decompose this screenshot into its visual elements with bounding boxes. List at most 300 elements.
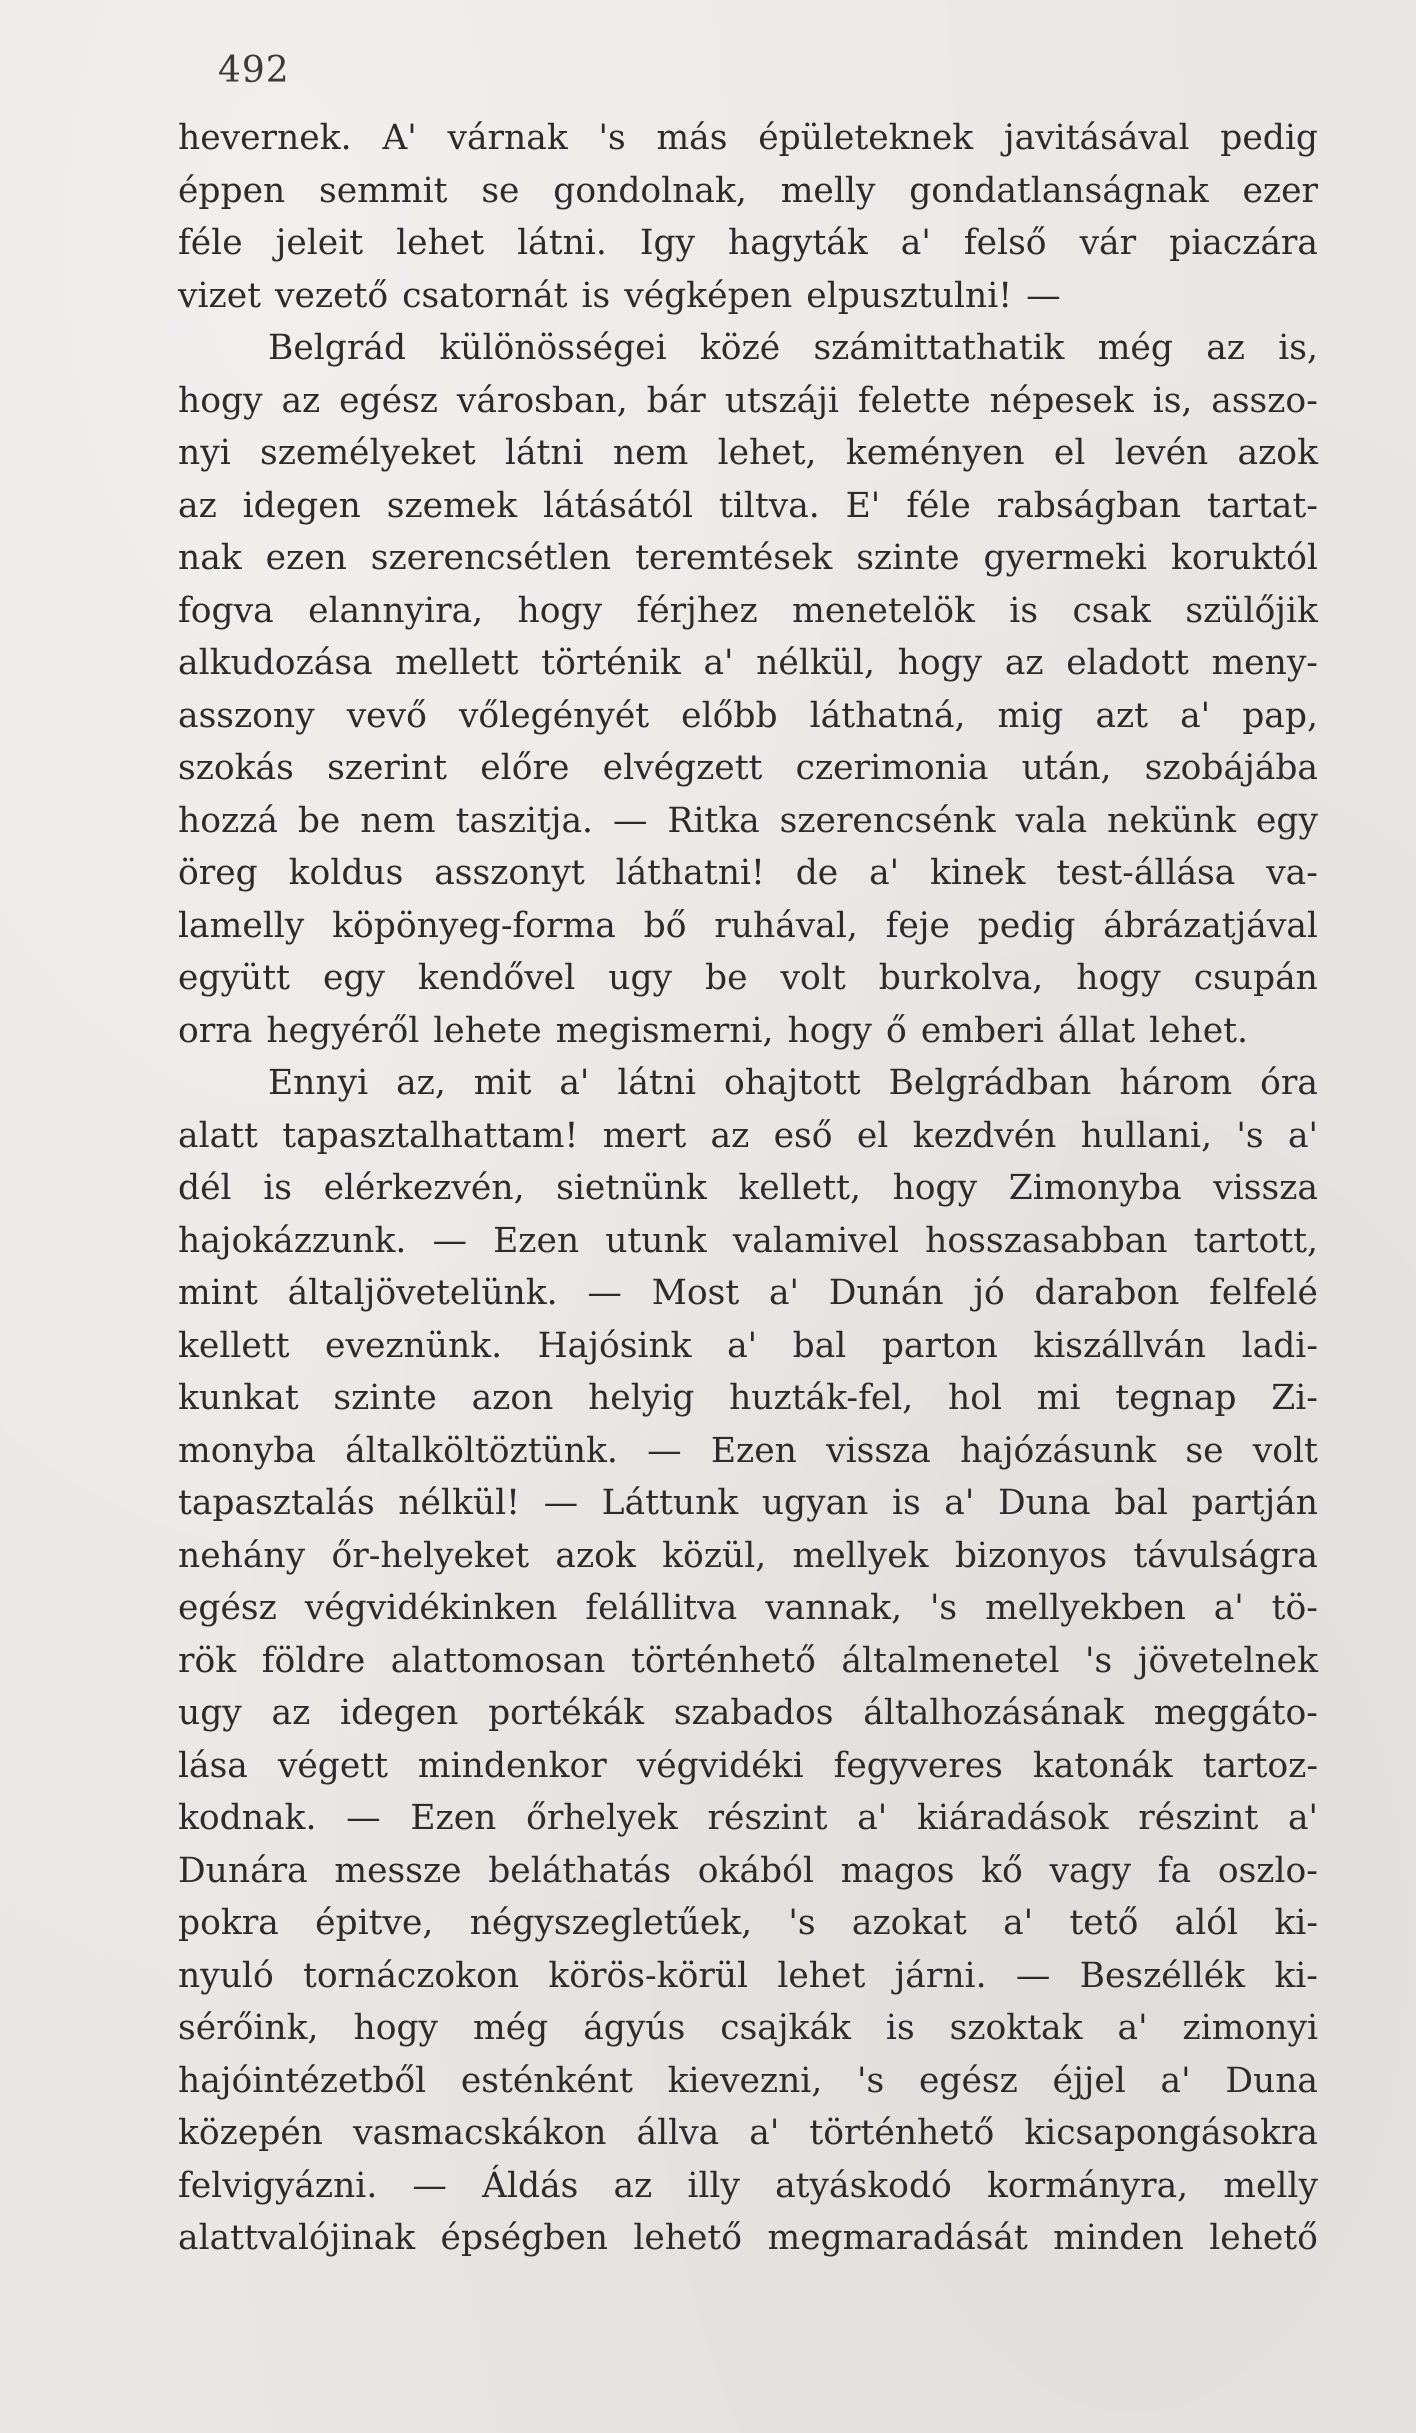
word: lehet [396,223,485,263]
word: láthatná, [809,695,966,736]
word: tö- [1271,1588,1318,1628]
word: lamelly [178,905,305,946]
word: is, [1152,380,1193,421]
word: hagyták [728,223,868,263]
word: elpusztulni! [806,275,1013,316]
word: is, [1278,328,1318,368]
word: pedig [1220,118,1318,158]
word: Ennyi [268,1063,369,1103]
word: nélkül, [756,643,875,683]
word: lehet. [1149,1010,1248,1051]
word: látni [617,1063,697,1103]
word: Beszéllék [1079,1955,1246,1996]
word: öreg [178,853,258,893]
word: a' [900,223,931,263]
word: felső [963,223,1047,263]
word: gondatlanságnak [909,170,1209,211]
word: mellyek [792,1535,929,1576]
word: az [710,1115,750,1156]
word: részint [1138,1798,1259,1838]
word: keményen [845,433,1025,473]
word: 's [1085,1640,1113,1681]
word: kinek [929,853,1026,893]
word: hol [948,1378,1003,1418]
word: állva [636,2113,720,2153]
word: kormányra, [986,2165,1189,2206]
word: 's [929,1588,958,1628]
word: vár [1079,223,1137,263]
word: a' [703,643,734,683]
word: az [178,485,217,526]
text-line [178,1221,1318,1274]
word: menetelök [792,590,975,631]
word: emberi [920,1010,1044,1051]
word: Belgrádban [888,1063,1092,1103]
word: sietnünk [556,1168,707,1208]
text-line [178,381,1318,434]
word: látásától [543,485,694,526]
word: Ritka [667,800,760,841]
word: távulságra [1133,1535,1318,1576]
word: azt [1095,695,1149,736]
word: tapasztalhattam! [282,1115,579,1156]
word: beláthatás [488,1850,672,1891]
text-line [178,1011,1318,1064]
word: 's [857,2060,885,2101]
word: ruhával, [714,905,858,946]
word: pedig [977,905,1076,946]
word: azon [471,1378,554,1418]
word: kellett, [738,1168,861,1208]
word: végvidékinken [304,1588,558,1628]
word: állat [1057,1010,1136,1051]
word: mi [1036,1378,1081,1418]
word: közepén [178,2113,323,2153]
word: népesek [989,380,1134,421]
word: különösségei [439,328,667,368]
word: jó [973,1273,1005,1313]
word: mint [178,1273,258,1313]
word: fa [1157,1850,1192,1891]
word: Dunára [178,1850,308,1891]
word: Áldás [482,2165,579,2206]
text-line [178,2113,1318,2166]
word: Belgrád [268,328,407,368]
word: Duna [1225,2060,1318,2101]
word: szobájába [1144,748,1318,788]
word: hogy [353,2008,439,2048]
text-line [178,1116,1318,1169]
word: Duna [997,1483,1091,1523]
word: tapasztalás [178,1483,375,1523]
word: a' [1287,1798,1318,1838]
word: ki- [1274,1903,1318,1943]
word: — [1026,275,1061,316]
text-line [178,1798,1318,1851]
word: járni. [894,1955,987,1996]
word: test-állása [1056,853,1236,893]
word: mellett [395,643,519,683]
word: a' [1213,1588,1244,1628]
word: csatornát [402,275,568,316]
word: óra [1260,1063,1318,1103]
word: az [271,1693,311,1733]
word: ugy [608,958,673,998]
word: más [656,118,728,158]
word: lehet, [717,433,817,473]
text-line [178,1641,1318,1694]
word: látni. [517,223,607,263]
word: alól [1174,1903,1239,1943]
word: általjövetelünk. [287,1273,558,1313]
word: szemek [386,485,518,526]
text-line [178,1326,1318,1379]
word: pap, [1242,695,1318,736]
word: vala [1015,800,1088,841]
word: Igy [639,223,696,263]
word: 's [1236,1115,1264,1156]
word: végképen [624,275,793,316]
word: egész [918,2060,1018,2101]
word: E' [845,485,881,526]
word: valamivel [732,1220,900,1261]
word: nélkül! [398,1483,520,1523]
word: asszonyt [434,853,585,893]
word: három [1119,1063,1233,1103]
text-line [178,801,1318,854]
word: lehete [433,1010,542,1051]
word: köpönyeg-forma [332,905,616,946]
word: felállitva [585,1588,738,1628]
word: illy [687,2165,740,2206]
text-line [178,1956,1318,2009]
text-line [178,853,1318,906]
word: szoktak [949,2008,1083,2048]
word: Zimonyba [1008,1168,1182,1208]
word: vőlegényét [458,695,650,736]
word: tornáczokon [303,1955,520,1996]
word: megismerni, [555,1010,774,1051]
word: szerint [327,748,448,788]
word: melly [1223,2165,1318,2206]
word: nyuló [178,1955,274,1996]
word: Ezen [710,1430,797,1471]
word: láthatni! [615,853,765,893]
word: féle [178,223,243,263]
word: be [705,958,748,998]
word: szinte [333,1378,437,1418]
word: portékák [488,1693,645,1733]
word: gyermeki [983,538,1148,578]
word: kiáradások [916,1798,1109,1838]
word: — [543,1483,579,1523]
word: szabados [673,1693,834,1733]
text-line [178,328,1318,381]
text-line [178,2061,1318,2114]
word: mit [473,1063,532,1103]
word: éppen [178,170,286,211]
word: féle [906,485,971,526]
text-line [178,643,1318,696]
word: számittathatik [813,328,1065,368]
word: ezer [1242,170,1318,211]
word: hajóintézetből [178,2060,427,2101]
word: elannyira, [308,590,484,631]
body-text [178,118,1318,2271]
word: a' [1117,2008,1148,2048]
word: Ezen [493,1220,580,1261]
word: is [263,1168,292,1208]
word: kicsapongásokra [1024,2113,1318,2153]
word: általhozásának [863,1693,1125,1733]
word: közé [699,328,781,368]
word: fegyveres [833,1745,1003,1786]
word: tegnap [1115,1378,1237,1418]
word: javitásával [1003,118,1190,158]
word: vagy [1049,1850,1132,1891]
word: koldus [288,853,404,893]
word: a' [1160,2060,1191,2101]
word: azok [555,1535,636,1576]
text-line [178,1693,1318,1746]
word: szülőjik [1185,590,1318,631]
word: zimonyi [1182,2008,1318,2048]
word: csajkák [720,2008,851,2048]
word: a' [869,853,900,893]
word: egész [339,380,438,421]
text-line [178,591,1318,644]
word: levén [1114,433,1209,473]
word: épitve, [315,1903,434,1943]
word: alkudozása [178,643,373,683]
word: vissza [826,1430,931,1471]
word: tartott, [1193,1220,1318,1261]
word: a' [944,1483,975,1523]
word: vissza [1213,1168,1318,1208]
text-line [178,1903,1318,1956]
text-line [178,1483,1318,1536]
word: a' [768,1273,800,1313]
word: dél [178,1168,232,1208]
word: hogy [897,643,983,683]
word: hajózásunk [960,1430,1157,1471]
word: mindenkor [417,1745,607,1786]
text-line [178,958,1318,1011]
word: huzták-fel, [729,1378,914,1418]
word: el [856,1115,889,1156]
word: — [1015,1955,1051,1996]
word: még [473,2008,549,2048]
word: még [1097,328,1173,368]
word: melly [780,170,876,211]
word: jövetelnek [1137,1640,1318,1681]
word: rök [178,1640,237,1681]
word: hullani, [1080,1115,1213,1156]
word: szokás [178,748,294,788]
word: mellyekben [985,1588,1186,1628]
word: nem [360,800,436,841]
text-line [178,171,1318,224]
word: előre [480,748,570,788]
word: felfelé [1209,1273,1318,1313]
word: hogy [517,590,603,631]
word: személyeket [260,433,476,473]
word: ladi- [1241,1325,1318,1366]
word: oszlo- [1217,1850,1318,1891]
word: vevő [346,695,427,736]
word: általmenetel [841,1640,1060,1681]
word: eső [773,1115,833,1156]
word: — [587,1273,622,1313]
word: idegen [242,485,361,526]
text-line [178,276,1318,329]
word: alattvalójinak [178,2218,416,2258]
word: 's [598,118,626,158]
word: esténként [460,2060,633,2101]
word: kendővel [417,958,576,998]
word: — [612,800,648,841]
word: sérőink, [178,2008,319,2048]
word: hozzá [178,800,278,841]
word: férjhez [636,590,758,631]
word: nekünk [1107,800,1237,841]
text-line [178,1273,1318,1326]
word: se [481,170,520,211]
word: darabon [1034,1273,1180,1313]
word: minden [1053,2218,1184,2258]
word: mig [997,695,1064,736]
word: eveznünk. [325,1325,503,1366]
word: az [1004,643,1044,683]
word: az [1206,328,1245,368]
word: őr-helyeket [331,1535,530,1576]
word: katonák [1032,1745,1173,1786]
word: Hajósink [537,1325,692,1366]
word: hajokázzunk. [178,1220,407,1261]
word: gondolnak, [553,170,747,211]
word: a' [1287,1115,1318,1156]
word: parton [881,1325,998,1366]
word: épületeknek [758,118,974,158]
text-line [178,2008,1318,2061]
word: körös-körül [548,1955,749,1996]
word: együtt [178,958,290,998]
word: jeleit [275,223,364,263]
word: lehet [777,1955,866,1996]
text-line [178,1431,1318,1484]
word: — [432,1220,467,1261]
word: történik [541,643,681,683]
word: tető [1069,1903,1139,1943]
text-line [178,1746,1318,1799]
word: szinte [856,538,960,578]
word: asszo- [1211,380,1318,421]
word: ohajtott [723,1063,861,1103]
word: az [281,380,321,421]
word: — [647,1430,682,1471]
word: földre [261,1640,366,1681]
word: megmaradását [767,2218,1028,2258]
word: hevernek. [178,118,352,158]
text-line [178,1536,1318,1589]
word: kellett [178,1325,290,1366]
word: Zi- [1271,1378,1318,1418]
word: a' [857,1798,888,1838]
text-line [178,118,1318,171]
word: feje [885,905,950,946]
word: felette [857,380,971,421]
word: az [613,2165,653,2206]
text-line [178,433,1318,486]
word: burkolva, [878,958,1044,998]
word: épségben [440,2218,608,2258]
word: elvégzett [602,748,763,788]
text-line [178,538,1318,591]
word: koruktól [1170,538,1318,578]
word: éjjel [1052,2060,1126,2101]
word: bő [643,905,687,946]
word: Láttunk [601,1483,739,1523]
word: messze [334,1850,462,1891]
word: utszáji [724,380,839,421]
word: orra [178,1010,253,1051]
word: czerimonia [795,748,989,788]
word: a' [1003,1903,1034,1943]
text-line [178,1851,1318,1904]
text-line [178,748,1318,801]
word: volt [780,958,846,998]
word: látni [504,433,584,473]
word: részint [707,1798,828,1838]
word: is [885,2008,915,2048]
word: meggáto- [1153,1693,1318,1733]
word: teremtések [635,538,833,578]
word: rabságban [996,485,1182,526]
text-line [178,1168,1318,1221]
word: lehető [1209,2218,1318,2258]
word: hosszasabban [925,1220,1168,1261]
word: végvidéki [636,1745,804,1786]
page-number: 492 [218,50,290,91]
word: 's [788,1903,816,1943]
word: nehány [178,1535,306,1576]
word: vizet [178,275,261,316]
word: nem [612,433,689,473]
word: ugy [178,1693,242,1733]
word: semmit [319,170,448,211]
word: közül, [662,1535,767,1576]
word: tartoz- [1202,1745,1318,1786]
word: de [795,853,839,893]
word: egy [322,958,385,998]
word: ugyan [761,1483,869,1523]
word: Dunán [828,1273,944,1313]
word: monyba [178,1430,316,1471]
word: a' [559,1063,590,1103]
word: szerencsétlen [370,538,612,578]
word: Most [651,1273,740,1313]
word: őrhelyek [526,1798,678,1838]
word: bár [646,380,706,421]
word: el [1053,433,1086,473]
word: tartat- [1207,485,1318,526]
word: az, [396,1063,446,1103]
word: városban, [456,380,628,421]
word: ágyús [583,2008,686,2048]
word: kő [981,1850,1023,1891]
word: ő [886,1010,907,1051]
word: A' [382,118,417,158]
